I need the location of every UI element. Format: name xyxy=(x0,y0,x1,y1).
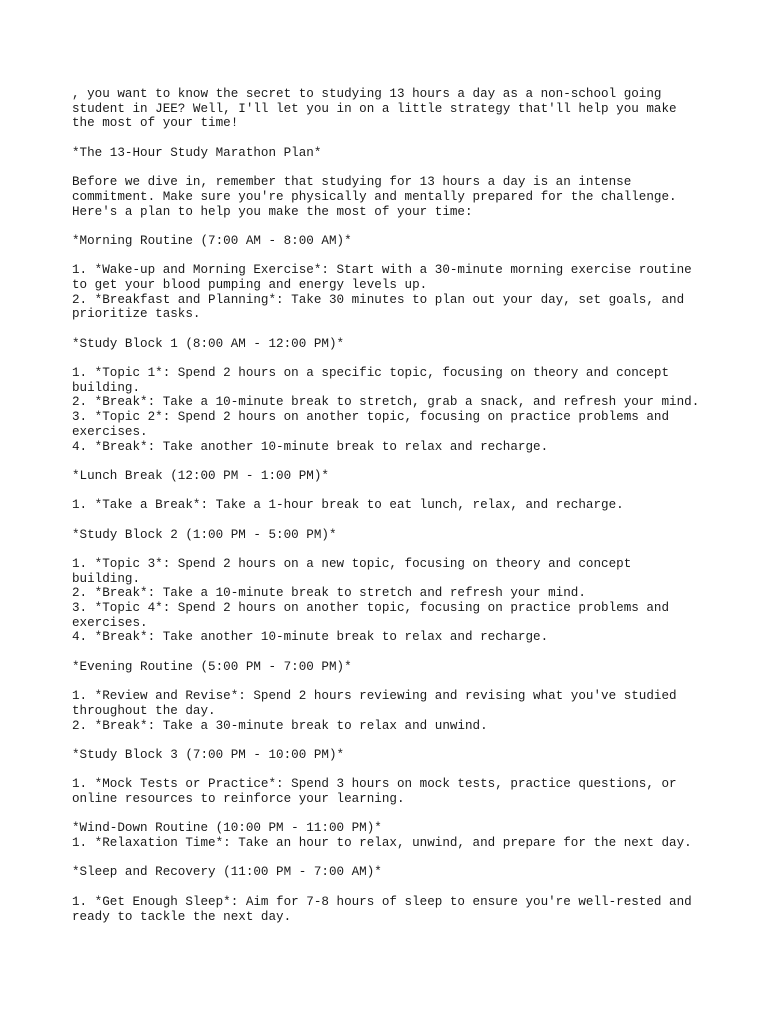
paragraph xyxy=(72,689,712,733)
text-line: 1. *Take a Break*: Take a 1-hour break to eat lunch, relax, and recharge. xyxy=(72,498,624,513)
paragraph-gap xyxy=(72,807,712,822)
paragraph-gap xyxy=(72,513,712,528)
text-line: *The 13-Hour Study Marathon Plan* xyxy=(72,145,322,160)
text-line: *Study Block 3 (7:00 PM - 10:00 PM)* xyxy=(72,747,345,762)
paragraph xyxy=(72,498,712,513)
text-line: Before we dive in, remember that studying for 13 hours a day is an intense xyxy=(72,175,632,190)
text-line: *Morning Routine (7:00 AM - 8:00 AM)* xyxy=(72,233,352,248)
text-line: 4. *Break*: Take another 10-minute break to relax and recharge. xyxy=(72,439,549,454)
text-line: exercises. xyxy=(72,424,148,439)
text-line: *Wind-Down Routine (10:00 PM - 11:00 PM)* xyxy=(72,821,382,836)
paragraph-gap xyxy=(72,454,712,469)
paragraph-gap xyxy=(72,219,712,234)
text-line: *Study Block 1 (8:00 AM - 12:00 PM)* xyxy=(72,336,345,351)
paragraph xyxy=(72,865,712,880)
text-line: *Sleep and Recovery (11:00 PM - 7:00 AM)* xyxy=(72,865,382,880)
text-line: 1. *Get Enough Sleep*: Aim for 7-8 hours of sleep to ensure you're well-rested and xyxy=(72,894,692,909)
paragraph xyxy=(72,821,712,850)
text-line: 3. *Topic 2*: Spend 2 hours on another topic, focusing on practice problems and xyxy=(72,410,670,425)
paragraph xyxy=(72,777,712,806)
text-line: Here's a plan to help you make the most of your time: xyxy=(72,204,473,219)
text-line: 2. *Breakfast and Planning*: Take 30 minutes to plan out your day, set goals, and xyxy=(72,292,685,307)
paragraph xyxy=(72,528,712,543)
paragraph xyxy=(72,263,712,322)
paragraph-gap xyxy=(72,880,712,895)
text-line: exercises. xyxy=(72,615,148,630)
paragraph-gap xyxy=(72,763,712,778)
text-line: building. xyxy=(72,380,141,395)
paragraph xyxy=(72,234,712,249)
text-line: 2. *Break*: Take a 10-minute break to stretch, grab a snack, and refresh your mind. xyxy=(72,395,700,410)
text-line: building. xyxy=(72,571,141,586)
text-line: online resources to reinforce your learning. xyxy=(72,792,405,806)
text-line: 1. *Relaxation Time*: Take an hour to relax, unwind, and prepare for the next day. xyxy=(72,836,692,851)
paragraph-gap xyxy=(72,322,712,337)
text-line: prioritize tasks. xyxy=(72,307,201,322)
paragraph xyxy=(72,146,712,161)
paragraph xyxy=(72,337,712,352)
paragraph xyxy=(72,175,712,219)
text-line: student in JEE? Well, I'll let you in on a little strategy that'll help you make xyxy=(72,101,677,116)
paragraph xyxy=(72,366,712,454)
text-line: 4. *Break*: Take another 10-minute break to relax and recharge. xyxy=(72,630,549,645)
text-line: *Study Block 2 (1:00 PM - 5:00 PM)* xyxy=(72,527,337,542)
text-line: throughout the day. xyxy=(72,703,216,718)
text-line: 3. *Topic 4*: Spend 2 hours on another topic, focusing on practice problems and xyxy=(72,601,670,616)
text-line: 1. *Wake-up and Morning Exercise*: Start with a 30-minute morning exercise routine xyxy=(72,263,692,278)
text-line: 1. *Topic 1*: Spend 2 hours on a specific topic, focusing on theory and concept xyxy=(72,366,670,381)
text-line: 1. *Mock Tests or Practice*: Spend 3 hours on mock tests, practice questions, or xyxy=(72,777,677,792)
paragraph-gap xyxy=(72,484,712,499)
paragraph-gap xyxy=(72,249,712,264)
text-line: 2. *Break*: Take a 30-minute break to relax and unwind. xyxy=(72,718,488,733)
text-line: 2. *Break*: Take a 10-minute break to stretch and refresh your mind. xyxy=(72,586,586,601)
paragraph xyxy=(72,87,712,131)
paragraph-gap xyxy=(72,131,712,146)
paragraph-gap xyxy=(72,675,712,690)
text-line: the most of your time! xyxy=(72,116,239,131)
paragraph-gap xyxy=(72,645,712,660)
paragraph xyxy=(72,469,712,484)
text-line: , you want to know the secret to studying 13 hours a day as a non-school going xyxy=(72,87,662,101)
text-line: 1. *Topic 3*: Spend 2 hours on a new topic, focusing on theory and concept xyxy=(72,557,632,571)
paragraph-gap xyxy=(72,160,712,175)
text-line: to get your blood pumping and energy levels up. xyxy=(72,277,428,292)
paragraph-gap xyxy=(72,351,712,366)
paragraph xyxy=(72,660,712,675)
text-line: *Lunch Break (12:00 PM - 1:00 PM)* xyxy=(72,468,329,483)
paragraph xyxy=(72,557,712,645)
paragraph xyxy=(72,895,712,924)
paragraph-gap xyxy=(72,733,712,748)
paragraph xyxy=(72,748,712,763)
text-line: 1. *Review and Revise*: Spend 2 hours reviewing and revising what you've studied xyxy=(72,689,677,704)
document-body xyxy=(72,87,712,924)
text-line: ready to tackle the next day. xyxy=(72,909,292,924)
text-line: *Evening Routine (5:00 PM - 7:00 PM)* xyxy=(72,659,352,674)
paragraph-gap xyxy=(72,542,712,557)
paragraph-gap xyxy=(72,851,712,866)
text-line: commitment. Make sure you're physically and mentally prepared for the challenge. xyxy=(72,189,677,204)
